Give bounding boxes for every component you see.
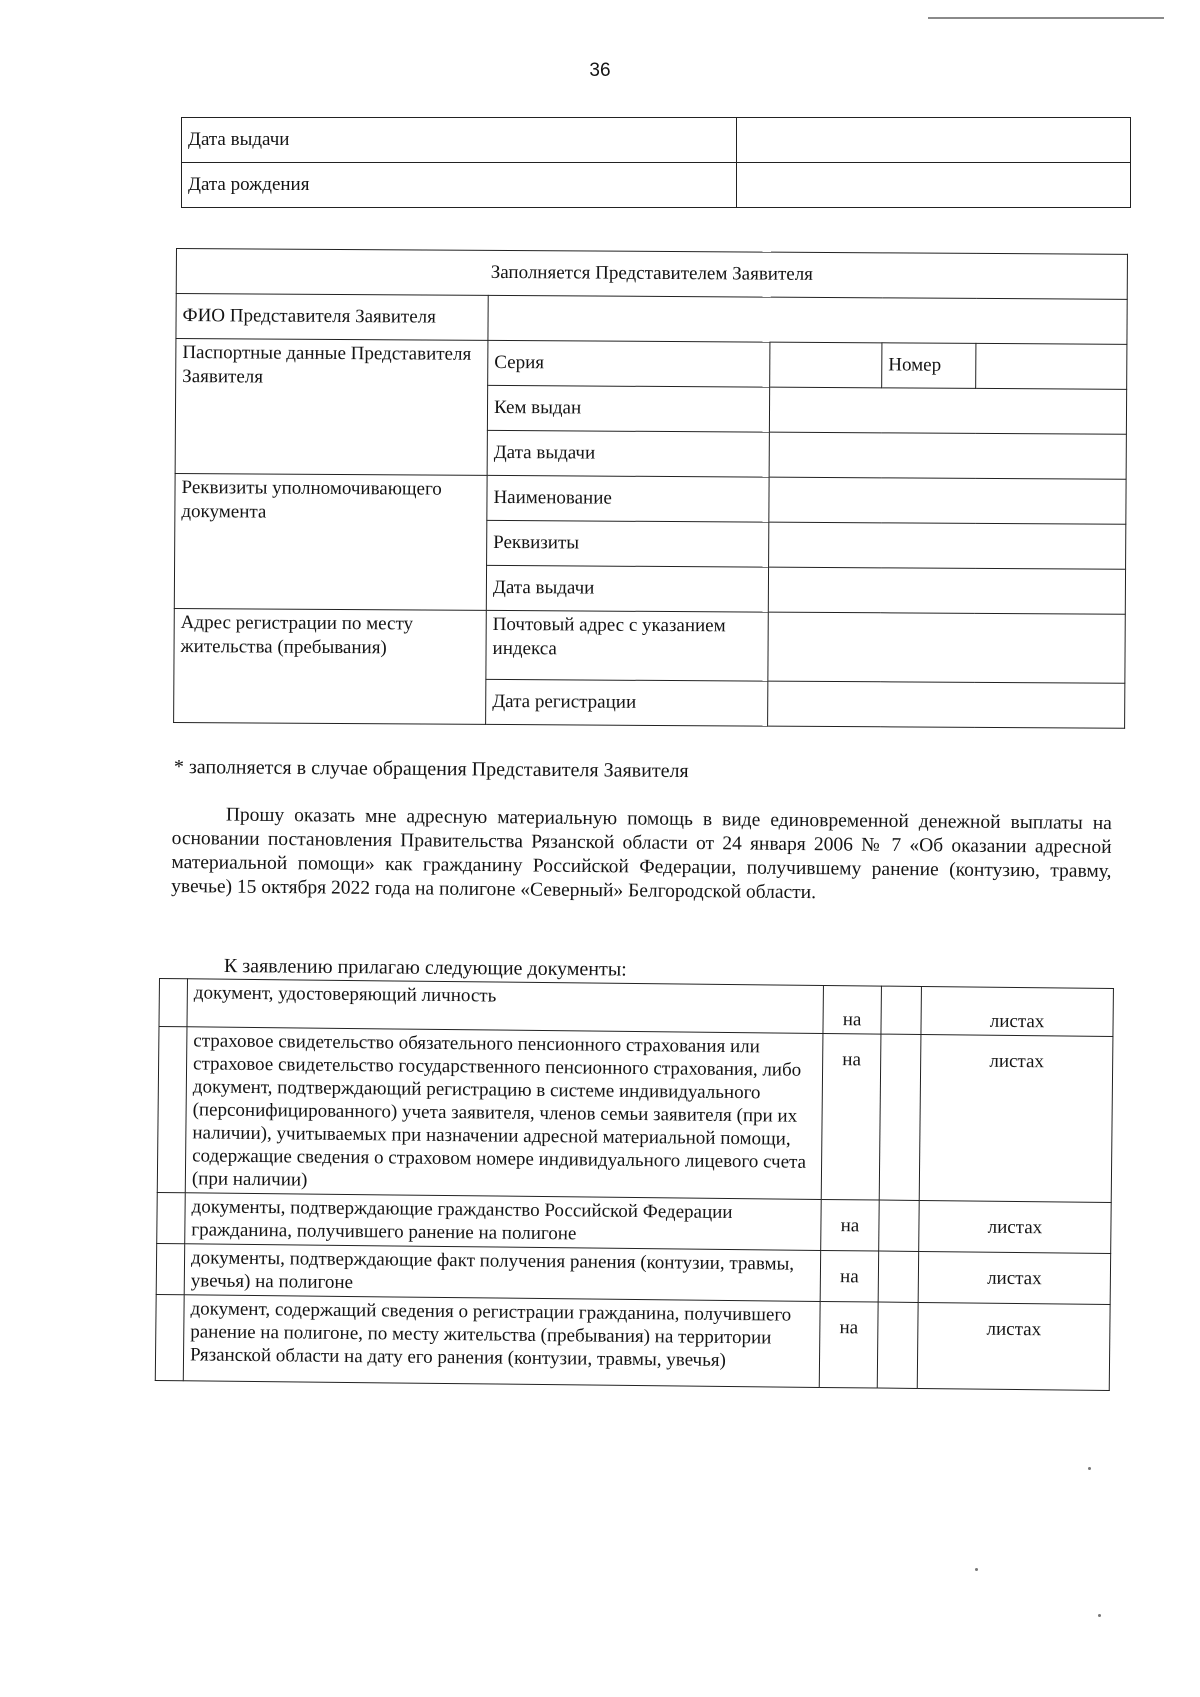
sheets-label: листах [917, 1302, 1110, 1390]
rep-fio-label: ФИО Представителя Заявителя [176, 294, 488, 341]
postal-address-label: Почтовый адрес с указанием индекса [486, 610, 768, 681]
attachment-checkbox[interactable] [155, 1294, 184, 1380]
representative-header: Заполняется Представителем Заявителя [176, 249, 1127, 300]
na-label: на [821, 1199, 880, 1251]
table-row [175, 473, 1126, 524]
scan-speck [1098, 1614, 1101, 1617]
number-field[interactable] [976, 343, 1127, 389]
scan-speck [1088, 1467, 1091, 1470]
sheets-label: листах [921, 986, 1113, 1036]
na-label: на [820, 1250, 879, 1302]
attachment-checkbox[interactable] [157, 1027, 187, 1193]
attachment-desc: документ, содержащий сведения о регистрации гражданина, получившего ранение на полигоне, по месту жительства (пребывания) на территории Рязанской области на дату его ранения (контузии, травмы, увечья) [183, 1295, 820, 1388]
attachment-checkbox[interactable] [156, 1243, 185, 1294]
sheet-count-field[interactable] [881, 986, 922, 1034]
doc-date-field[interactable] [768, 567, 1125, 614]
address-label: Адрес регистрации по месту жительства (пребывания) [174, 608, 487, 724]
postal-address-field[interactable] [768, 612, 1125, 683]
issue-date-field[interactable] [737, 118, 1131, 163]
series-field[interactable] [770, 342, 882, 388]
birth-date-field[interactable] [737, 163, 1131, 208]
attachment-desc: документы, подтверждающие факт получения ранения (контузии, травмы, увечья) на полигоне [184, 1244, 820, 1302]
sheet-count-field[interactable] [878, 1251, 919, 1302]
issue-date-label: Дата выдачи [182, 118, 737, 163]
attachment-desc: документы, подтверждающие гражданство Российской Федерации гражданина, получившего ранение на полигоне [185, 1193, 821, 1251]
request-paragraph [171, 803, 1112, 908]
attachments-title: К заявлению прилагаю следующие документы: [223, 955, 627, 981]
sheets-label: листах [919, 1034, 1113, 1202]
number-label: Номер [882, 343, 976, 389]
sheet-count-field[interactable] [877, 1302, 918, 1388]
rep-passport-label: Паспортные данные Представителя Заявителя [175, 339, 488, 476]
table-row [182, 163, 1131, 208]
table-row [176, 249, 1127, 300]
authority-doc-label: Реквизиты уполномочивающего документа [174, 473, 487, 610]
table-row [174, 608, 1125, 683]
table-row [157, 1027, 1113, 1203]
doc-details-field[interactable] [769, 522, 1126, 569]
scan-edge-line [928, 17, 1164, 19]
table-row [155, 1294, 1110, 1390]
reg-date-label: Дата регистрации [486, 679, 768, 726]
attachment-checkbox[interactable] [157, 1192, 186, 1243]
series-label: Серия [488, 340, 770, 387]
rep-fio-field[interactable] [488, 295, 1127, 344]
attachment-checkbox[interactable] [159, 979, 188, 1027]
sheets-label: листах [918, 1251, 1111, 1304]
na-label: на [821, 1033, 881, 1200]
issued-by-label: Кем выдан [487, 385, 769, 432]
attachment-desc: документ, удостоверяющий личность [187, 979, 823, 1034]
table-row [176, 294, 1127, 345]
sheets-label: листах [919, 1200, 1112, 1253]
request-text: Прошу оказать мне адресную материальную помощь в виде единовременной денежной выплаты на основании постановления Правительства Рязанской области от 24 января 2006 № 7 «Об оказании адресной материальной помощи» как гражданину Российской Федерации, получившему ранение (контузию, травму, увечье) 15 октября 2022 года на полигоне «Северный» Белгородской области. [171, 804, 1112, 904]
scan-speck [975, 1568, 978, 1571]
table-row [182, 118, 1131, 163]
attachments-table [155, 978, 1114, 1391]
birth-date-label: Дата рождения [182, 163, 737, 208]
reg-date-field[interactable] [768, 681, 1125, 728]
passport-date-label: Дата выдачи [487, 430, 769, 477]
doc-date-label: Дата выдачи [486, 565, 768, 612]
sheet-count-field[interactable] [879, 1034, 921, 1200]
passport-date-field[interactable] [769, 432, 1126, 479]
applicant-dates-table [181, 117, 1131, 208]
footnote: * заполняется в случае обращения Представителя Заявителя [173, 756, 689, 783]
na-label: на [819, 1301, 878, 1388]
na-label: на [823, 985, 881, 1034]
doc-details-label: Реквизиты [487, 520, 769, 567]
sheet-count-field[interactable] [879, 1200, 920, 1251]
representative-table [173, 248, 1128, 729]
table-row [176, 339, 1127, 390]
page-number: 36 [589, 60, 611, 81]
doc-name-field[interactable] [769, 477, 1126, 524]
issued-by-field[interactable] [769, 387, 1126, 434]
doc-name-label: Наименование [487, 475, 769, 522]
attachment-desc: страховое свидетельство обязательного пенсионного страхования или страховое свидетельство государственного пенсионного страхования, либо документ, подтверждающий регистрацию в системе индивидуального (персонифицированного) учета заявителя, членов семьи заявителя (при их наличии), учитываемых при назначении адресной материальной помощи, содержащие сведения о страховом номере индивидуального лицевого счета (при наличии) [185, 1027, 823, 1200]
